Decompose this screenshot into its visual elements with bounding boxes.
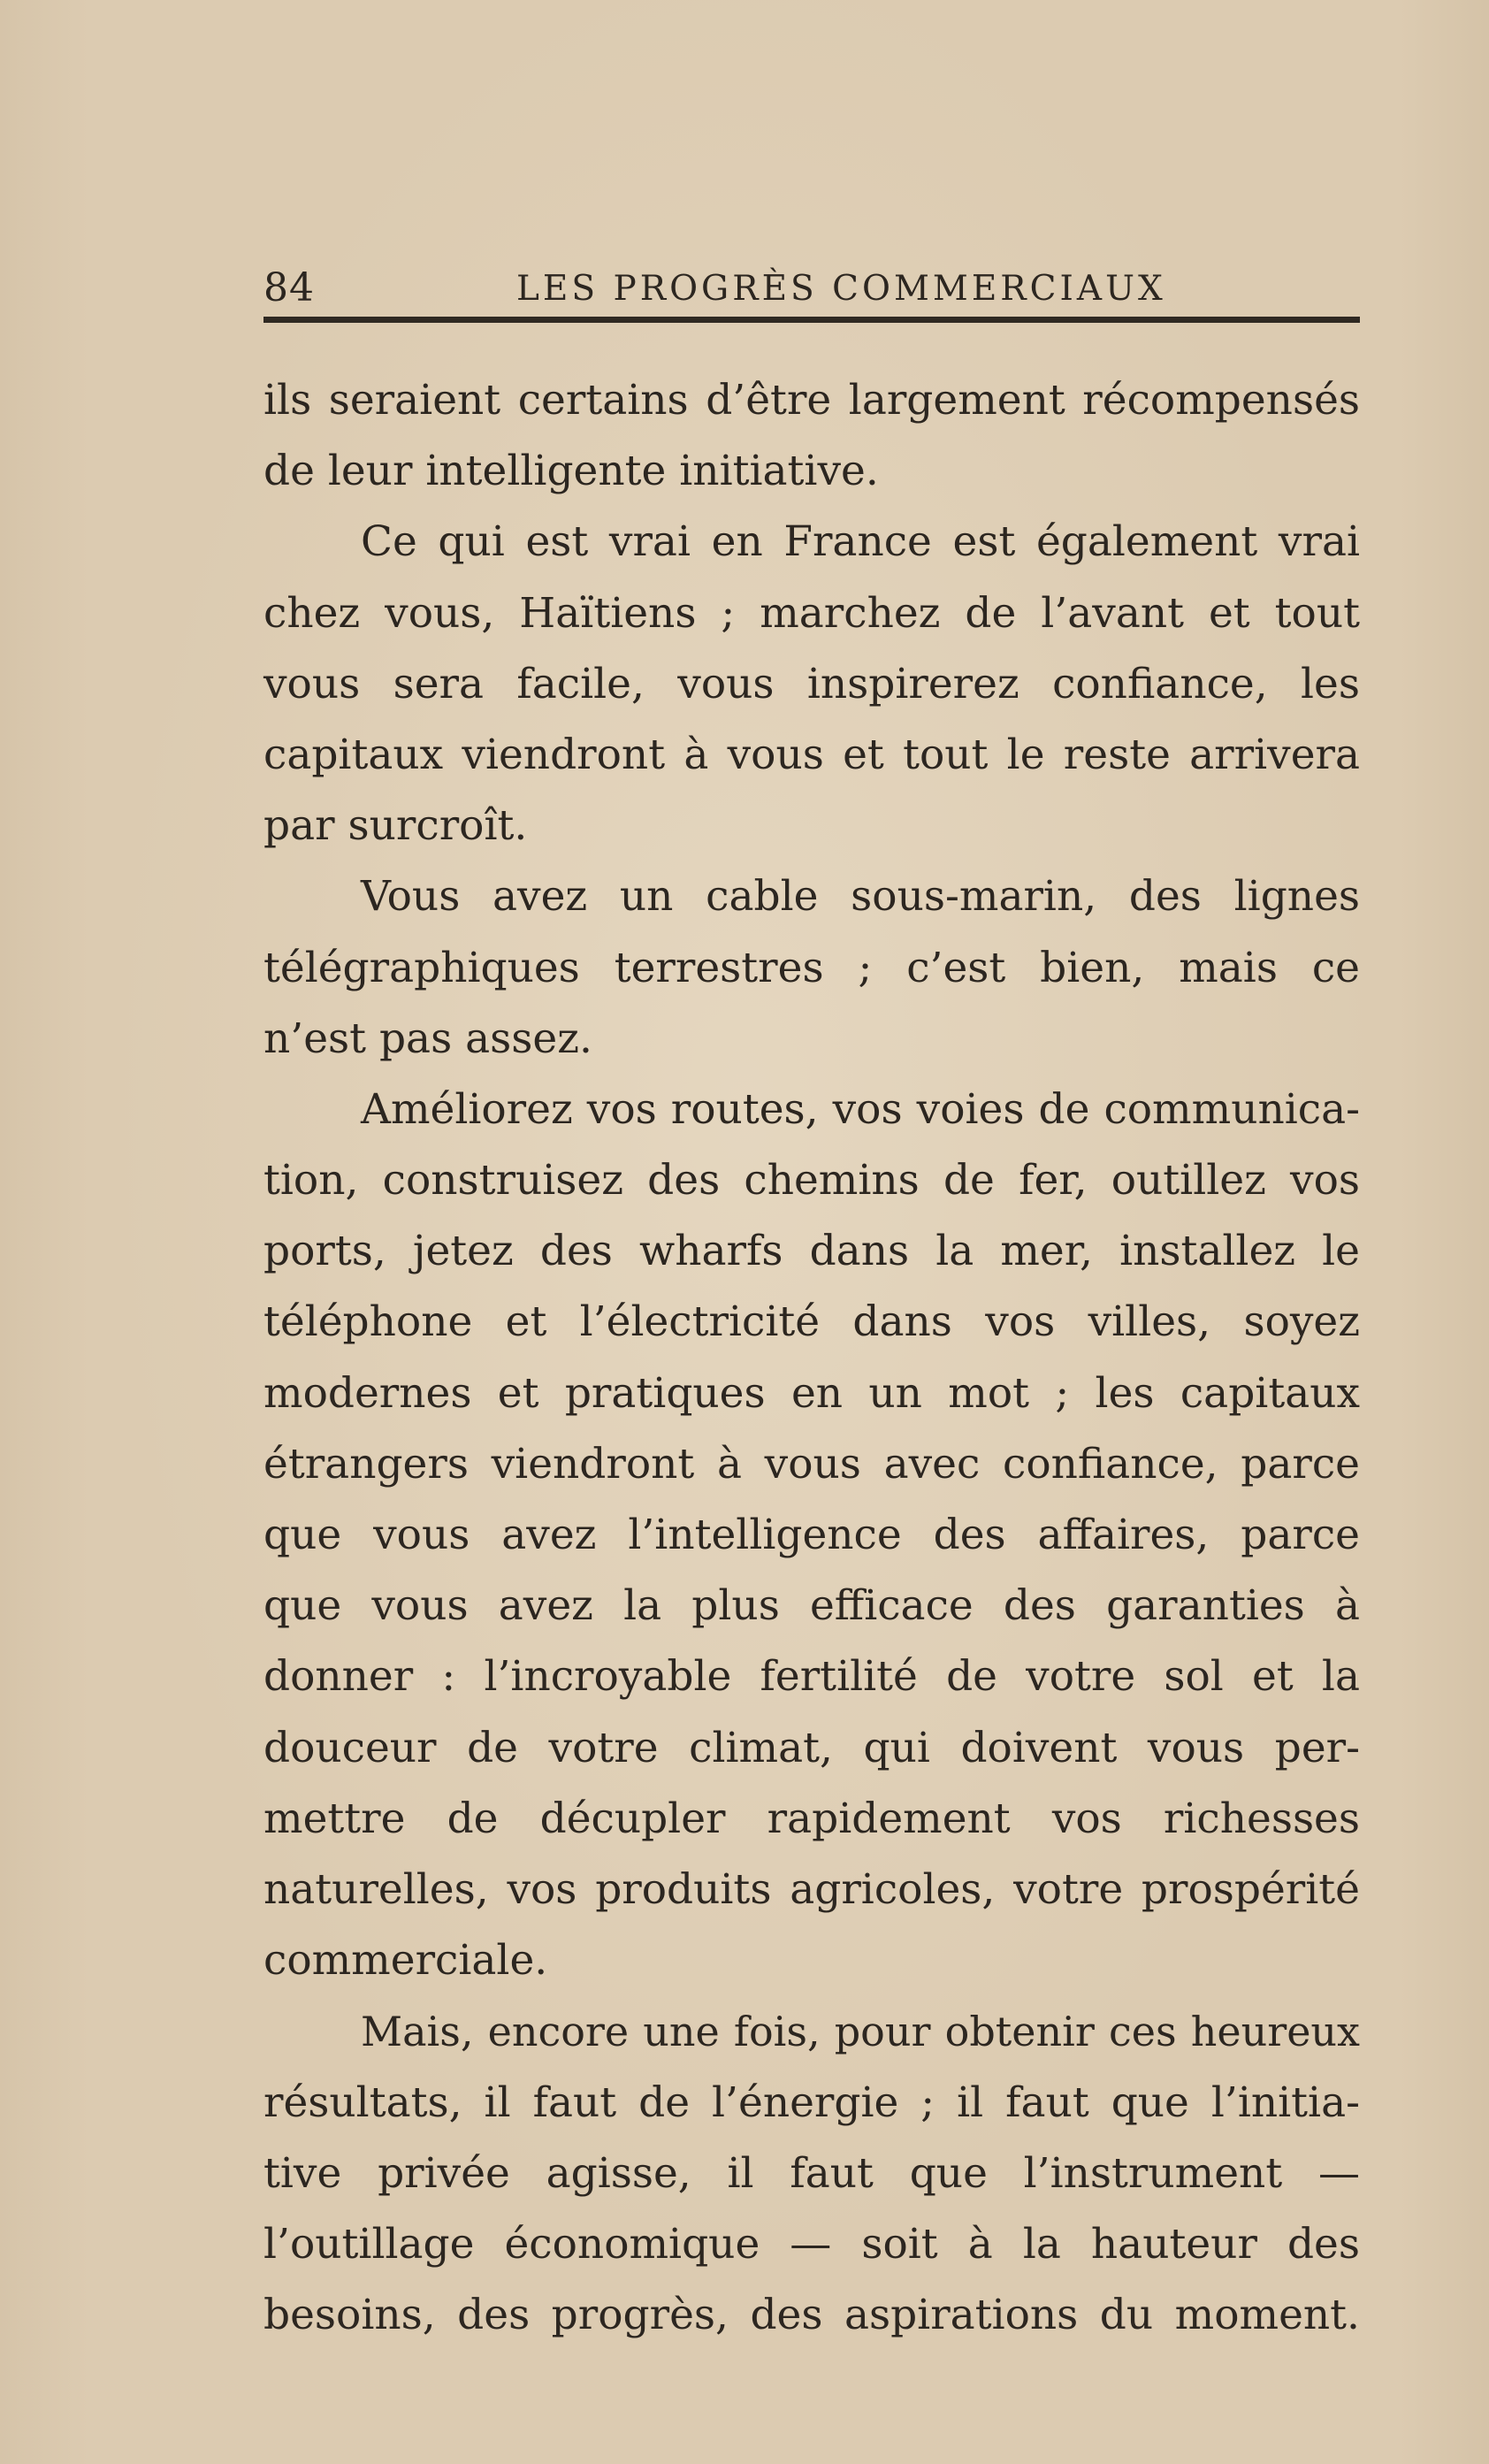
text-line: modernes et pratiques en un mot ; les capitaux — [263, 1368, 1360, 1418]
text-line: tive privée agisse, il faut que l’instrument — — [263, 2148, 1360, 2198]
text-line: Ce qui est vrai en France est également vrai — [361, 517, 1360, 567]
text-line: ports, jetez des wharfs dans la mer, installez le — [263, 1227, 1360, 1276]
text-line: téléphone et l’électricité dans vos villes, soyez — [263, 1297, 1360, 1347]
running-title: LES PROGRÈS COMMERCIAUX — [516, 269, 1166, 309]
page-header — [263, 262, 1360, 324]
text-line: télégraphiques terrestres ; c’est bien, mais ce — [263, 943, 1360, 992]
text-line: capitaux viendront à vous et tout le reste arrivera — [263, 730, 1360, 779]
text-line: résultats, il faut de l’énergie ; il faut que l’initia- — [263, 2078, 1360, 2127]
body-text — [263, 365, 1360, 2351]
text-line: Mais, encore une fois, pour obtenir ces heureux — [361, 2008, 1360, 2056]
text-line: Vous avez un cable sous-marin, des lignes — [361, 872, 1360, 922]
text-line: que vous avez la plus efficace des garanties à — [263, 1581, 1360, 1631]
header-rule — [263, 317, 1360, 323]
text-line: besoins, des progrès, des aspirations du moment. — [263, 2291, 1360, 2340]
text-line: commerciale. — [263, 1936, 548, 1986]
text-line: naturelles, vos produits agricoles, votre prospérité — [263, 1864, 1360, 1914]
text-line: mettre de décupler rapidement vos richesses — [263, 1794, 1360, 1843]
text-line: chez vous, Haïtiens ; marchez de l’avant et tout — [263, 588, 1360, 638]
text-line: ils seraient certains d’être largement récompensés — [263, 376, 1360, 425]
text-line: Améliorez vos routes, vos voies de communica- — [361, 1084, 1360, 1134]
text-line: de leur intelligente initiative. — [263, 447, 879, 496]
text-line: n’est pas assez. — [263, 1014, 592, 1063]
text-line: douceur de votre climat, qui doivent vous per- — [263, 1723, 1360, 1772]
text-line: étrangers viendront à vous avec confiance, parce — [263, 1439, 1360, 1488]
text-line: par surcroît. — [263, 801, 528, 851]
page-number: 84 — [263, 265, 315, 310]
text-line: vous sera facile, vous inspirerez confiance, les — [263, 659, 1360, 708]
text-line: que vous avez l’intelligence des affaires, parce — [263, 1511, 1360, 1559]
text-line: l’outillage économique — soit à la hauteur des — [263, 2219, 1360, 2269]
text-line: donner : l’incroyable fertilité de votre sol et la — [263, 1652, 1360, 1702]
text-line: tion, construisez des chemins de fer, outillez vos — [263, 1156, 1360, 1205]
